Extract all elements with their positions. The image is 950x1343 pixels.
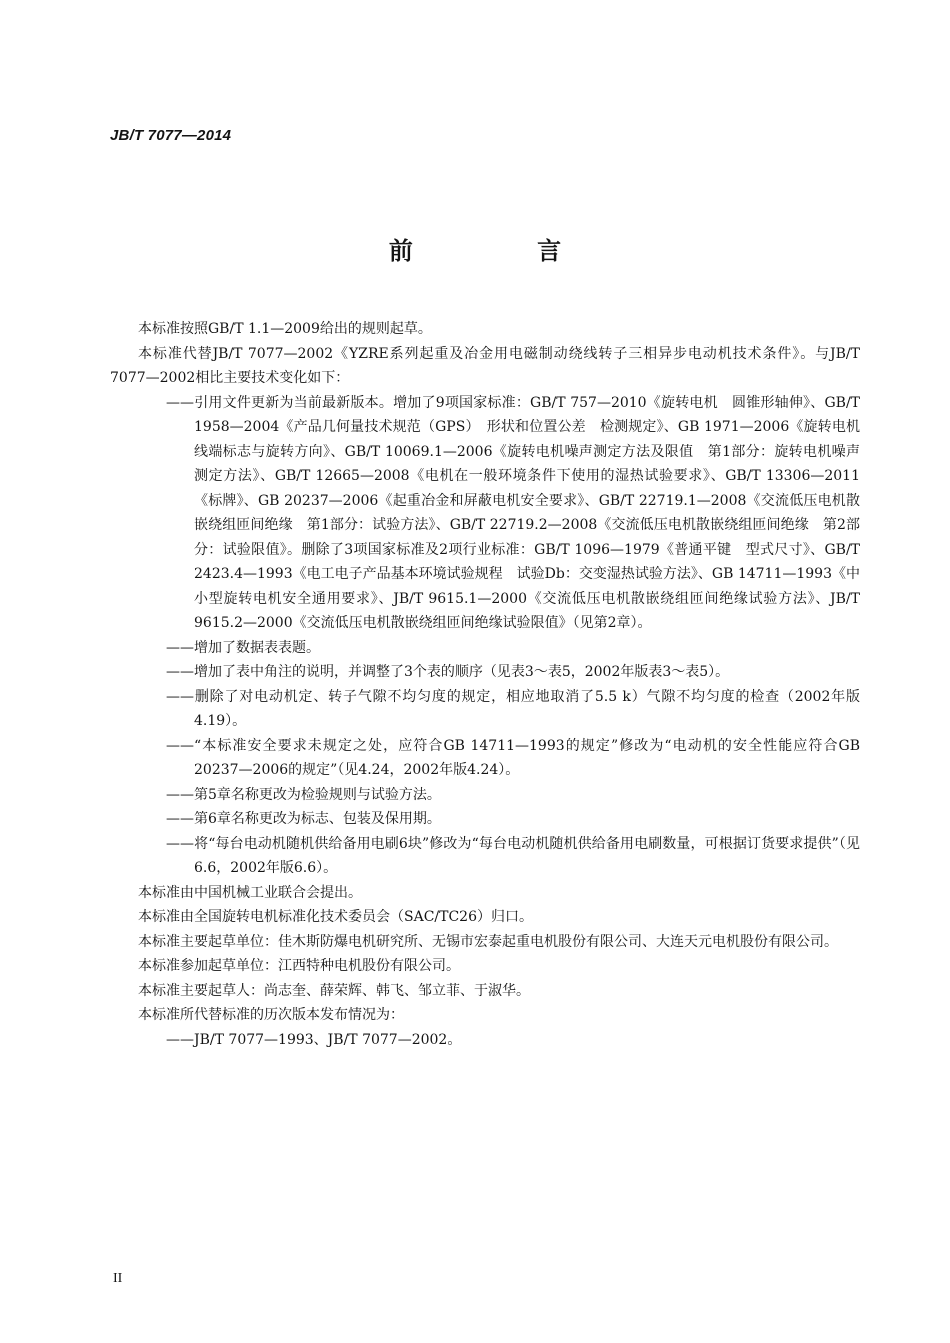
change-item: ——增加了数据表表题。: [166, 639, 320, 656]
change-item: ——将“每台电动机随机供给备用电刷6块”修改为“每台电动机随机供给备用电刷数量，可根据订货要求提供”（见6.6，2002年版6.6）。: [166, 835, 860, 876]
paragraph: 本标准参加起草单位：江西特种电机股份有限公司。: [138, 958, 460, 974]
paragraph: 本标准主要起草单位：佳木斯防爆电机研究所、无锡市宏泰起重电机股份有限公司、大连天元电机股份有限公司。: [138, 933, 838, 950]
paragraph: 本标准代替JB/T 7077—2002《YZRE系列起重及冶金用电磁制动绕线转子三相异步电动机技术条件》。与JB/T 7077—2002相比主要技术变化如下：: [110, 345, 860, 386]
paragraph: 本标准主要起草人：尚志奎、薛荣辉、韩飞、邹立菲、于淑华。: [138, 982, 530, 999]
paragraph: 本标准所代替标准的历次版本发布情况为：: [138, 1007, 404, 1023]
change-item: ——引用文件更新为当前最新版本。增加了9项国家标准：GB/T 757—2010《旋转电机 圆锥形轴伸》、GB/T 1958—2004《产品几何量技术规范（GPS） 形状和位置公差 检测规定》、GB 1971—2006《旋转电机 线端标志与旋转方向》、GB/T 10069.1—2006《旋转电机噪声测定方法及限值 第1部分：旋转电机噪声测定方法》、GB/T 12665—2008《电机在一般环境条件下使用的湿热试验要求》、GB/T 13306—2011《标牌》、GB 20237—2006《起重冶金和屏蔽电机安全要求》、GB/T 22719.1—2008《交流低压电机散嵌绕组匝间绝缘 第1部分：试验方法》、GB/T 22719.2—2008《交流低压电机散嵌绕组匝间绝缘 第2部分：试验限值》。删除了3项国家标准及2项行业标准：GB/T 1096—1979《普通平键 型式尺寸》、GB/T 2423.4—1993《电工电子产品基本环境试验规程 试验Db：交变湿热试验方法》、GB 14711—1993《中小型旋转电机安全通用要求》、JB/T 9615.1—2000《交流低压电机散嵌绕组匝间绝缘试验方法》、JB/T 9615.2—2000《交流低压电机散嵌绕组匝间绝缘试验限值》（见第2章）。: [166, 394, 874, 631]
change-item: ——增加了表中角注的说明，并调整了3个表的顺序（见表3～表5，2002年版表3～表5）。: [166, 664, 730, 680]
change-item: ——第6章名称更改为标志、包装及保用期。: [166, 811, 441, 827]
page-title: 前 言: [388, 237, 620, 265]
paragraph: 本标准由中国机械工业联合会提出。: [138, 884, 362, 901]
foreword-body: [110, 317, 874, 1052]
standard-number: JB/T 7077—2014: [110, 127, 232, 144]
page-number: II: [113, 1271, 123, 1286]
change-item: ——“本标准安全要求未规定之处，应符合GB 14711—1993的规定”修改为“电动机的安全性能应符合GB 20237—2006的规定”（见4.24，2002年版4.24）。: [166, 737, 860, 778]
paragraph: 本标准由全国旋转电机标准化技术委员会（SAC/TC26）归口。: [138, 909, 533, 925]
change-item: ——JB/T 7077—1993、JB/T 7077—2002。: [166, 1031, 462, 1048]
paragraph: 本标准按照GB/T 1.1—2009给出的规则起草。: [138, 321, 432, 337]
change-item: ——第5章名称更改为检验规则与试验方法。: [166, 786, 441, 803]
change-item: ——删除了对电动机定、转子气隙不均匀度的规定，相应地取消了5.5 k）气隙不均匀度的检查（2002年版4.19）。: [166, 688, 860, 729]
